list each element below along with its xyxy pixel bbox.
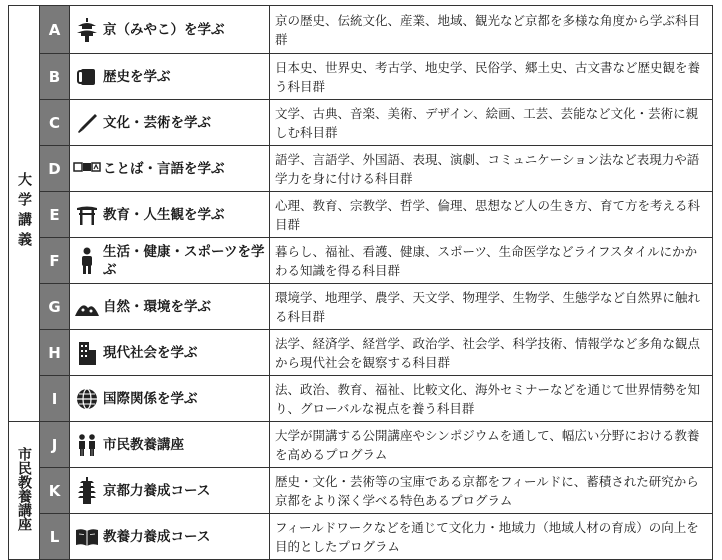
person-icon [70, 238, 104, 284]
table-row [9, 284, 713, 330]
row-title: 文化・芸術を学ぶ [103, 100, 270, 146]
building-icon [70, 330, 104, 376]
row-title: 自然・環境を学ぶ [103, 284, 270, 330]
row-title: 教育・人生観を学ぶ [103, 192, 270, 238]
row-description: 京の歴史、伝統文化、産業、地域、観光など京都を多様な角度から学ぶ科目群 [270, 6, 713, 54]
row-title: 教養力養成コース [103, 514, 270, 560]
table-row [9, 54, 713, 100]
row-description: 心理、教育、宗教学、哲学、倫理、思想など人の生き方、育て方を考える科目群 [270, 192, 713, 238]
row-description: 歴史・文化・芸術等の宝庫である京都をフィールドに、蓄積された研究から京都をより深く学べる特色あるプログラム [270, 468, 713, 514]
people-icon [70, 422, 104, 468]
row-letter: F [40, 238, 70, 284]
language-icon [70, 146, 104, 192]
group-citizen [9, 422, 40, 560]
torii-icon [70, 192, 104, 238]
nature-icon [70, 284, 104, 330]
row-description: フィールドワークなどを通じて文化力・地域力（地域人材の育成）の向上を目的としたプログラム [270, 514, 713, 560]
row-title: 歴史を学ぶ [103, 54, 270, 100]
book-icon [70, 514, 104, 560]
table-row [9, 6, 713, 54]
row-title: 国際関係を学ぶ [103, 376, 270, 422]
row-letter: C [40, 100, 70, 146]
row-letter: L [40, 514, 70, 560]
globe-icon [70, 376, 104, 422]
table-row [9, 146, 713, 192]
row-letter: D [40, 146, 70, 192]
row-title: 京都力養成コース [103, 468, 270, 514]
table-row [9, 238, 713, 284]
group-label: 市民教養講座 [16, 446, 32, 531]
row-title: 現代社会を学ぶ [103, 330, 270, 376]
row-description: 大学が開講する公開講座やシンポジウムを通して、幅広い分野における教養を高めるプログラム [270, 422, 713, 468]
table-row [9, 330, 713, 376]
group-university [9, 6, 40, 422]
row-description: 法学、経済学、経営学、政治学、社会学、科学技術、情報学など多角な観点から現代社会を観察する科目群 [270, 330, 713, 376]
table-row [9, 100, 713, 146]
row-letter: E [40, 192, 70, 238]
table-row [9, 192, 713, 238]
row-description: 暮らし、福祉、看護、健康、スポーツ、生命医学などライフスタイルにかかわる知識を得る科目群 [270, 238, 713, 284]
tower-icon [70, 468, 104, 514]
row-description: 文学、古典、音楽、美術、デザイン、絵画、工芸、芸能など文化・芸術に親しむ科目群 [270, 100, 713, 146]
course-category-table [8, 5, 713, 560]
table-row [9, 422, 713, 468]
row-letter: B [40, 54, 70, 100]
row-letter: A [40, 6, 70, 54]
table-row [9, 376, 713, 422]
row-title: ことば・言語を学ぶ [103, 146, 270, 192]
table-row [9, 468, 713, 514]
row-title: 京（みやこ）を学ぶ [103, 6, 270, 54]
row-description: 語学、言語学、外国語、表現、演劇、コミュニケーション法など表現力や語学力を身に付ける科目群 [270, 146, 713, 192]
row-letter: H [40, 330, 70, 376]
row-description: 環境学、地理学、農学、天文学、物理学、生物学、生態学など自然界に触れる科目群 [270, 284, 713, 330]
pagoda-icon [70, 6, 104, 54]
scroll-icon [70, 54, 104, 100]
row-letter: G [40, 284, 70, 330]
table-row [9, 514, 713, 560]
group-label: 大学講義 [16, 171, 32, 252]
row-title: 市民教養講座 [103, 422, 270, 468]
row-description: 法、政治、教育、福祉、比較文化、海外セミナーなどを通じて世界情勢を知り、グローバルな視点を養う科目群 [270, 376, 713, 422]
row-letter: J [40, 422, 70, 468]
row-letter: I [40, 376, 70, 422]
row-description: 日本史、世界史、考古学、地史学、民俗学、郷土史、古文書など歴史観を養う科目群 [270, 54, 713, 100]
brush-icon [70, 100, 104, 146]
row-title: 生活・健康・スポーツを学ぶ [103, 238, 270, 284]
row-letter: K [40, 468, 70, 514]
